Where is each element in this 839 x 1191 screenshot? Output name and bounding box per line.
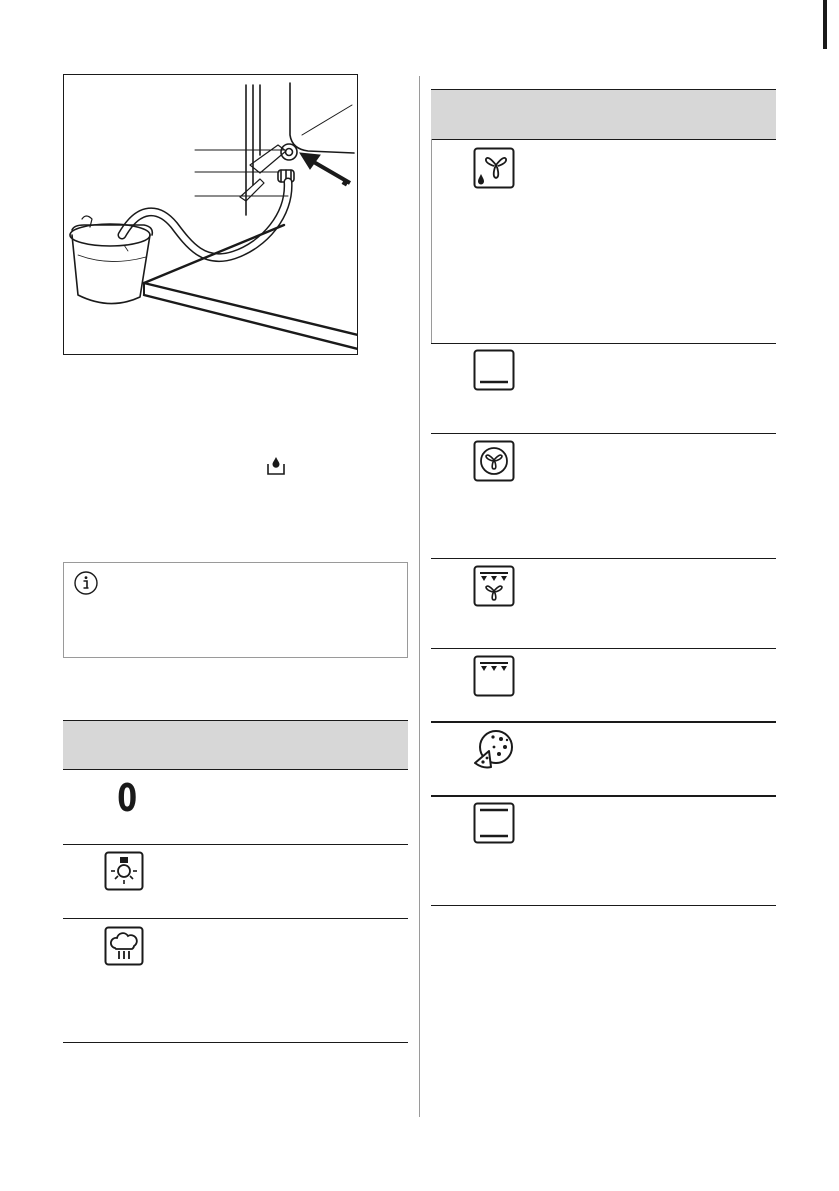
page-edge-marker	[823, 0, 827, 49]
water-drain-illustration	[63, 74, 358, 355]
left-table-row-rule	[63, 918, 408, 919]
pizza-function-icon	[471, 727, 517, 771]
right-table-row-rule	[431, 558, 776, 559]
grill-icon	[473, 655, 515, 697]
right-table-bottom-rule	[431, 905, 776, 906]
right-table-row-rule	[431, 648, 776, 649]
right-table-row-rule	[431, 433, 776, 434]
right-table-row-rule	[431, 343, 776, 344]
water-drop-tray-icon	[266, 456, 286, 481]
left-table-header	[63, 721, 408, 770]
right-table-top-rule	[431, 89, 776, 90]
information-note	[63, 562, 408, 658]
info-icon	[73, 570, 99, 601]
zero-off-icon	[114, 778, 140, 818]
right-table-header	[431, 90, 776, 139]
right-table-side-rule	[431, 139, 432, 343]
true-fan-cooking-icon	[473, 440, 515, 482]
column-divider	[419, 76, 420, 1117]
grill-with-fan-icon	[473, 565, 515, 607]
left-table-bottom-rule	[63, 1042, 408, 1043]
left-table-row-rule	[63, 844, 408, 845]
oven-light-icon	[104, 851, 144, 891]
off-symbol: 0	[117, 776, 138, 820]
steam-cloud-icon	[104, 926, 144, 966]
left-table-top-rule	[63, 720, 408, 721]
conventional-cooking-icon	[473, 802, 515, 844]
right-table-header-rule	[431, 139, 776, 140]
bottom-heat-icon	[473, 349, 515, 391]
right-table-row-rule	[431, 721, 776, 723]
right-table-row-rule	[431, 795, 776, 797]
fan-with-water-drop-icon	[473, 147, 515, 189]
left-table-header-rule	[63, 769, 408, 770]
